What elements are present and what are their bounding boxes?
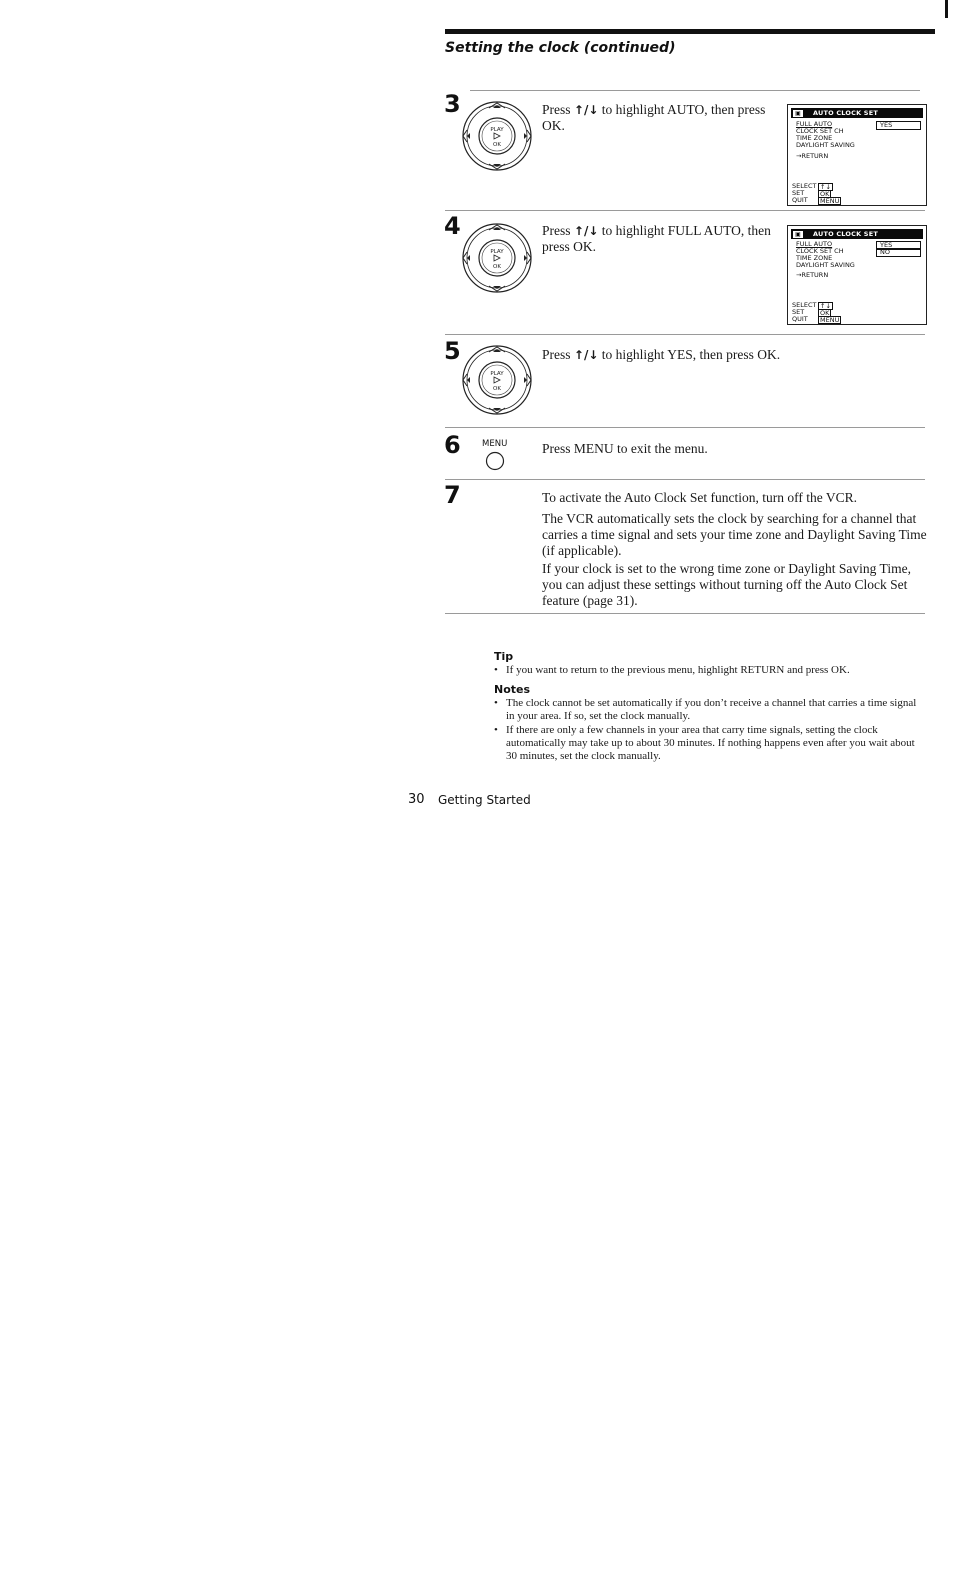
step-paragraph: If your clock is set to the wrong time zone or Daylight Saving Time, you can adjust these settings without turning off the Auto Clock Set feature (page 31). — [542, 561, 911, 608]
divider-rule — [445, 479, 925, 480]
divider-rule — [470, 90, 920, 91]
divider-rule — [445, 427, 925, 428]
osd-key-value: OK — [820, 309, 830, 317]
osd-title: AUTO CLOCK SET — [813, 230, 878, 238]
play-label: PLAY — [490, 127, 504, 133]
up-down-arrows-icon: ↑/↓ — [573, 224, 599, 238]
osd-value: YES — [876, 121, 921, 130]
section-title: Setting the clock (continued) — [445, 40, 676, 56]
step-instruction: Press MENU to exit the menu. — [542, 441, 708, 456]
osd-menu-icon: ▣ — [792, 109, 804, 118]
menu-button-label: MENU — [482, 439, 508, 449]
osd-title: AUTO CLOCK SET — [813, 109, 878, 117]
osd-value: NO — [876, 248, 921, 257]
bullet-icon: • — [494, 724, 498, 736]
osd-key-value: ↑↓ — [820, 302, 831, 310]
up-down-arrows-icon: ↑/↓ — [573, 103, 599, 117]
osd-item: DAYLIGHT SAVING — [796, 261, 855, 269]
ok-label: OK — [493, 264, 501, 270]
play-label: PLAY — [490, 371, 504, 377]
osd-screen — [787, 225, 927, 325]
notes-heading: Notes — [494, 683, 531, 696]
step-paragraph: To activate the Auto Clock Set function, turn off the VCR. — [542, 490, 858, 505]
remote-dpad-icon — [461, 222, 533, 294]
osd-key-value: MENU — [820, 316, 840, 324]
note-bullet: • If there are only a few channels in your area that carry time signals, setting the clock automatically may take up to about 30 minutes. If nothing happens even after you wait about 30 minutes, set the clock manually. — [494, 724, 915, 762]
step-paragraph: The VCR automatically sets the clock by searching for a channel that carries a time signal and sets your time zone and Daylight Saving Time (if applicable). — [542, 511, 927, 558]
osd-menu-icon: ▣ — [792, 230, 804, 239]
bullet-icon: • — [494, 664, 498, 676]
step-instruction: Press ↑/↓ to highlight YES, then press OK. — [542, 347, 781, 362]
osd-item: CLOCK SET CH — [796, 247, 844, 255]
osd-return: →RETURN — [796, 271, 829, 279]
osd-key-label: SELECT — [792, 182, 817, 190]
osd-value: YES — [876, 241, 921, 250]
step-number: 4 — [444, 212, 461, 240]
osd-key-value: MENU — [820, 197, 840, 205]
osd-key-label: SELECT — [792, 301, 817, 309]
step-number: 3 — [444, 90, 461, 118]
header-rule — [445, 29, 935, 34]
tip-bullet: • If you want to return to the previous menu, highlight RETURN and press OK. — [494, 664, 850, 676]
osd-item: TIME ZONE — [796, 134, 833, 142]
remote-control-illustration — [461, 222, 533, 294]
osd-key-label: QUIT — [792, 315, 808, 323]
osd-item: FULL AUTO — [796, 120, 833, 128]
remote-control-illustration — [461, 344, 533, 416]
step-number: 7 — [444, 481, 461, 509]
osd-return: →RETURN — [796, 152, 829, 160]
note-bullet: • The clock cannot be set automatically if you don’t receive a channel that carries a time signal in your area. If so, set the clock manually. — [494, 697, 917, 722]
osd-item: DAYLIGHT SAVING — [796, 141, 855, 149]
osd-item: TIME ZONE — [796, 254, 833, 262]
osd-item: FULL AUTO — [796, 240, 833, 248]
ok-label: OK — [493, 386, 501, 392]
step-instruction: Press ↑/↓ to highlight FULL AUTO, then press OK. — [542, 223, 771, 254]
remote-dpad-icon — [461, 344, 533, 416]
step-number: 6 — [444, 431, 461, 459]
osd-title-bar — [791, 229, 923, 239]
page-edge-mark — [945, 0, 948, 18]
divider-rule — [445, 334, 925, 335]
page-number: 30 — [408, 792, 425, 807]
footer-section: Getting Started — [438, 793, 531, 807]
ok-label: OK — [493, 142, 501, 148]
bullet-icon: • — [494, 697, 498, 709]
remote-dpad-icon — [461, 100, 533, 172]
osd-item: CLOCK SET CH — [796, 127, 844, 135]
remote-control-illustration — [461, 100, 533, 172]
osd-key-label: SET — [792, 189, 805, 197]
osd-title-bar — [791, 108, 923, 118]
divider-rule — [445, 210, 925, 211]
osd-screen — [787, 104, 927, 206]
menu-button-icon — [485, 451, 505, 476]
play-label: PLAY — [490, 249, 504, 255]
osd-key-value: OK — [820, 190, 830, 198]
osd-key-value: ↑↓ — [820, 183, 831, 191]
osd-key-label: SET — [792, 308, 805, 316]
step-instruction: Press ↑/↓ to highlight AUTO, then press OK. — [542, 102, 766, 133]
tip-heading: Tip — [494, 650, 514, 663]
up-down-arrows-icon: ↑/↓ — [573, 348, 599, 362]
divider-rule — [445, 613, 925, 614]
osd-key-label: QUIT — [792, 196, 808, 204]
step-number: 5 — [444, 337, 461, 365]
